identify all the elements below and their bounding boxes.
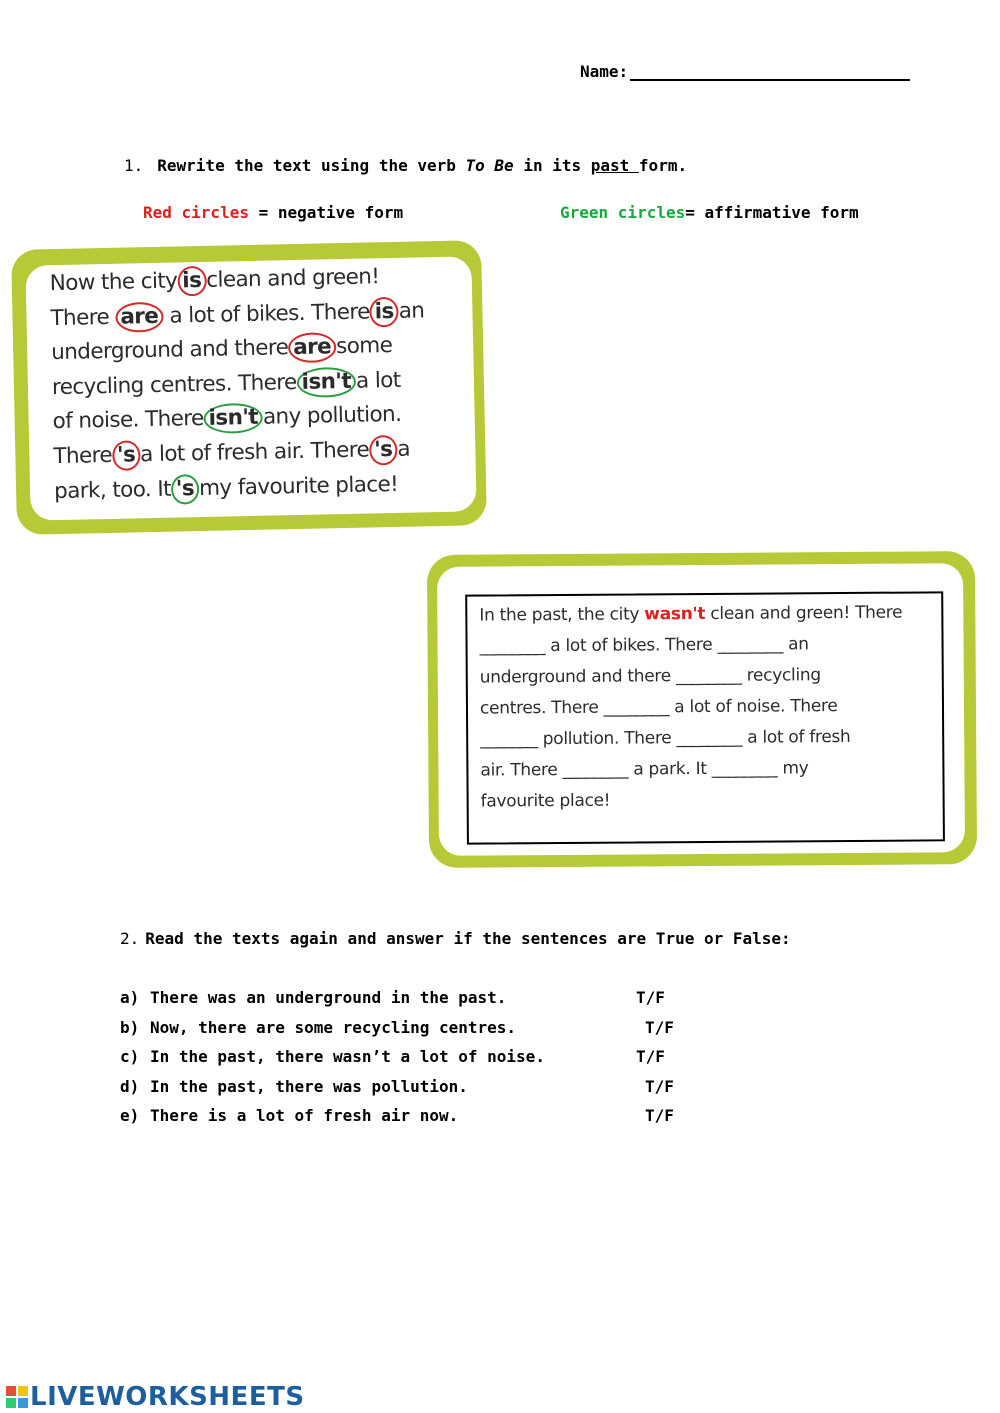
question-1-text-mid: in its [513, 156, 591, 175]
legend-red [143, 203, 403, 222]
verb-to-be: To Be [465, 156, 514, 175]
list-item: e) There is a lot of fresh air now. T/F [120, 1106, 674, 1126]
green-circle: isn't [296, 367, 356, 398]
past-line-4[interactable]: centres. There ________ a lot of noise. There [479, 696, 838, 719]
green-circle: 's [171, 474, 200, 505]
present-line-3: underground and there are some [50, 333, 393, 366]
legend-green-desc: = affirmative form [685, 203, 859, 222]
past-line-3[interactable]: underground and there ________ recycling [479, 665, 821, 688]
red-circle: 's [112, 440, 141, 471]
question-2-number: 2. [120, 929, 140, 948]
legend-red-desc: = negative form [248, 203, 404, 222]
tf-answer[interactable]: T/F [645, 1017, 674, 1037]
liveworksheets-logo-icon [6, 1386, 28, 1408]
present-text-card [11, 240, 487, 535]
present-line-5: of noise. There isn't any pollution. [52, 402, 402, 435]
past-line-1: In the past, the city wasn't clean and green! There [479, 602, 903, 626]
red-circle: 's [369, 435, 398, 466]
legend-red-label: Red circles [143, 203, 249, 222]
tf-answer[interactable]: T/F [645, 1076, 674, 1096]
past-text [479, 597, 921, 817]
red-circle: is [369, 296, 399, 327]
green-circle: isn't [203, 403, 263, 434]
past-text-card [427, 551, 977, 868]
present-line-1: Now the city is clean and green! [49, 264, 380, 297]
name-field [580, 62, 910, 81]
example-answer: wasn't [644, 603, 706, 625]
present-text [49, 259, 464, 510]
question-1-text: Rewrite the text using the verb [157, 156, 466, 175]
question-1-number: 1. [124, 156, 144, 175]
footer-brand [6, 1382, 305, 1412]
tf-answer[interactable]: T/F [636, 988, 665, 1007]
red-circle: is [177, 266, 207, 297]
tf-answer[interactable]: T/F [636, 1047, 665, 1067]
question-1 [124, 156, 687, 175]
question-2 [120, 929, 791, 948]
legend-green-label: Green circles [560, 203, 686, 222]
list-item: a) There was an underground in the past. T/F [120, 988, 665, 1007]
name-label: Name: [580, 62, 629, 81]
past-line-6[interactable]: air. There ________ a park. It ________ my [480, 758, 809, 781]
brand-name: LIVEWORKSHEETS [30, 1382, 305, 1412]
red-circle: are [288, 332, 337, 363]
past-text-box [465, 591, 945, 844]
present-line-6: There 's a lot of fresh air. There 's a [53, 436, 411, 470]
past-word: past [590, 156, 639, 175]
true-false-list [120, 988, 740, 1136]
name-blank[interactable] [630, 63, 910, 81]
past-line-7: favourite place! [480, 790, 611, 812]
legend-green [560, 203, 859, 222]
present-line-2: There are a lot of bikes. There is an [50, 297, 425, 331]
list-item: d) In the past, there was pollution. T/F [120, 1076, 674, 1096]
list-item: c) In the past, there wasn’t a lot of noise. T/F [120, 1047, 665, 1067]
present-line-4: recycling centres. There isn't a lot [51, 367, 401, 400]
past-line-2[interactable]: ________ a lot of bikes. There ________ an [479, 634, 809, 657]
question-2-text: Read the texts again and answer if the sentences are True or False: [145, 929, 791, 948]
tf-answer[interactable]: T/F [645, 1106, 674, 1126]
red-circle: are [115, 301, 164, 332]
list-item: b) Now, there are some recycling centres. T/F [120, 1017, 674, 1037]
past-line-5[interactable]: _______ pollution. There ________ a lot of fresh [480, 726, 851, 750]
question-1-text-end: form. [638, 156, 688, 175]
present-line-7: park, too. It 's my favourite place! [53, 471, 399, 504]
